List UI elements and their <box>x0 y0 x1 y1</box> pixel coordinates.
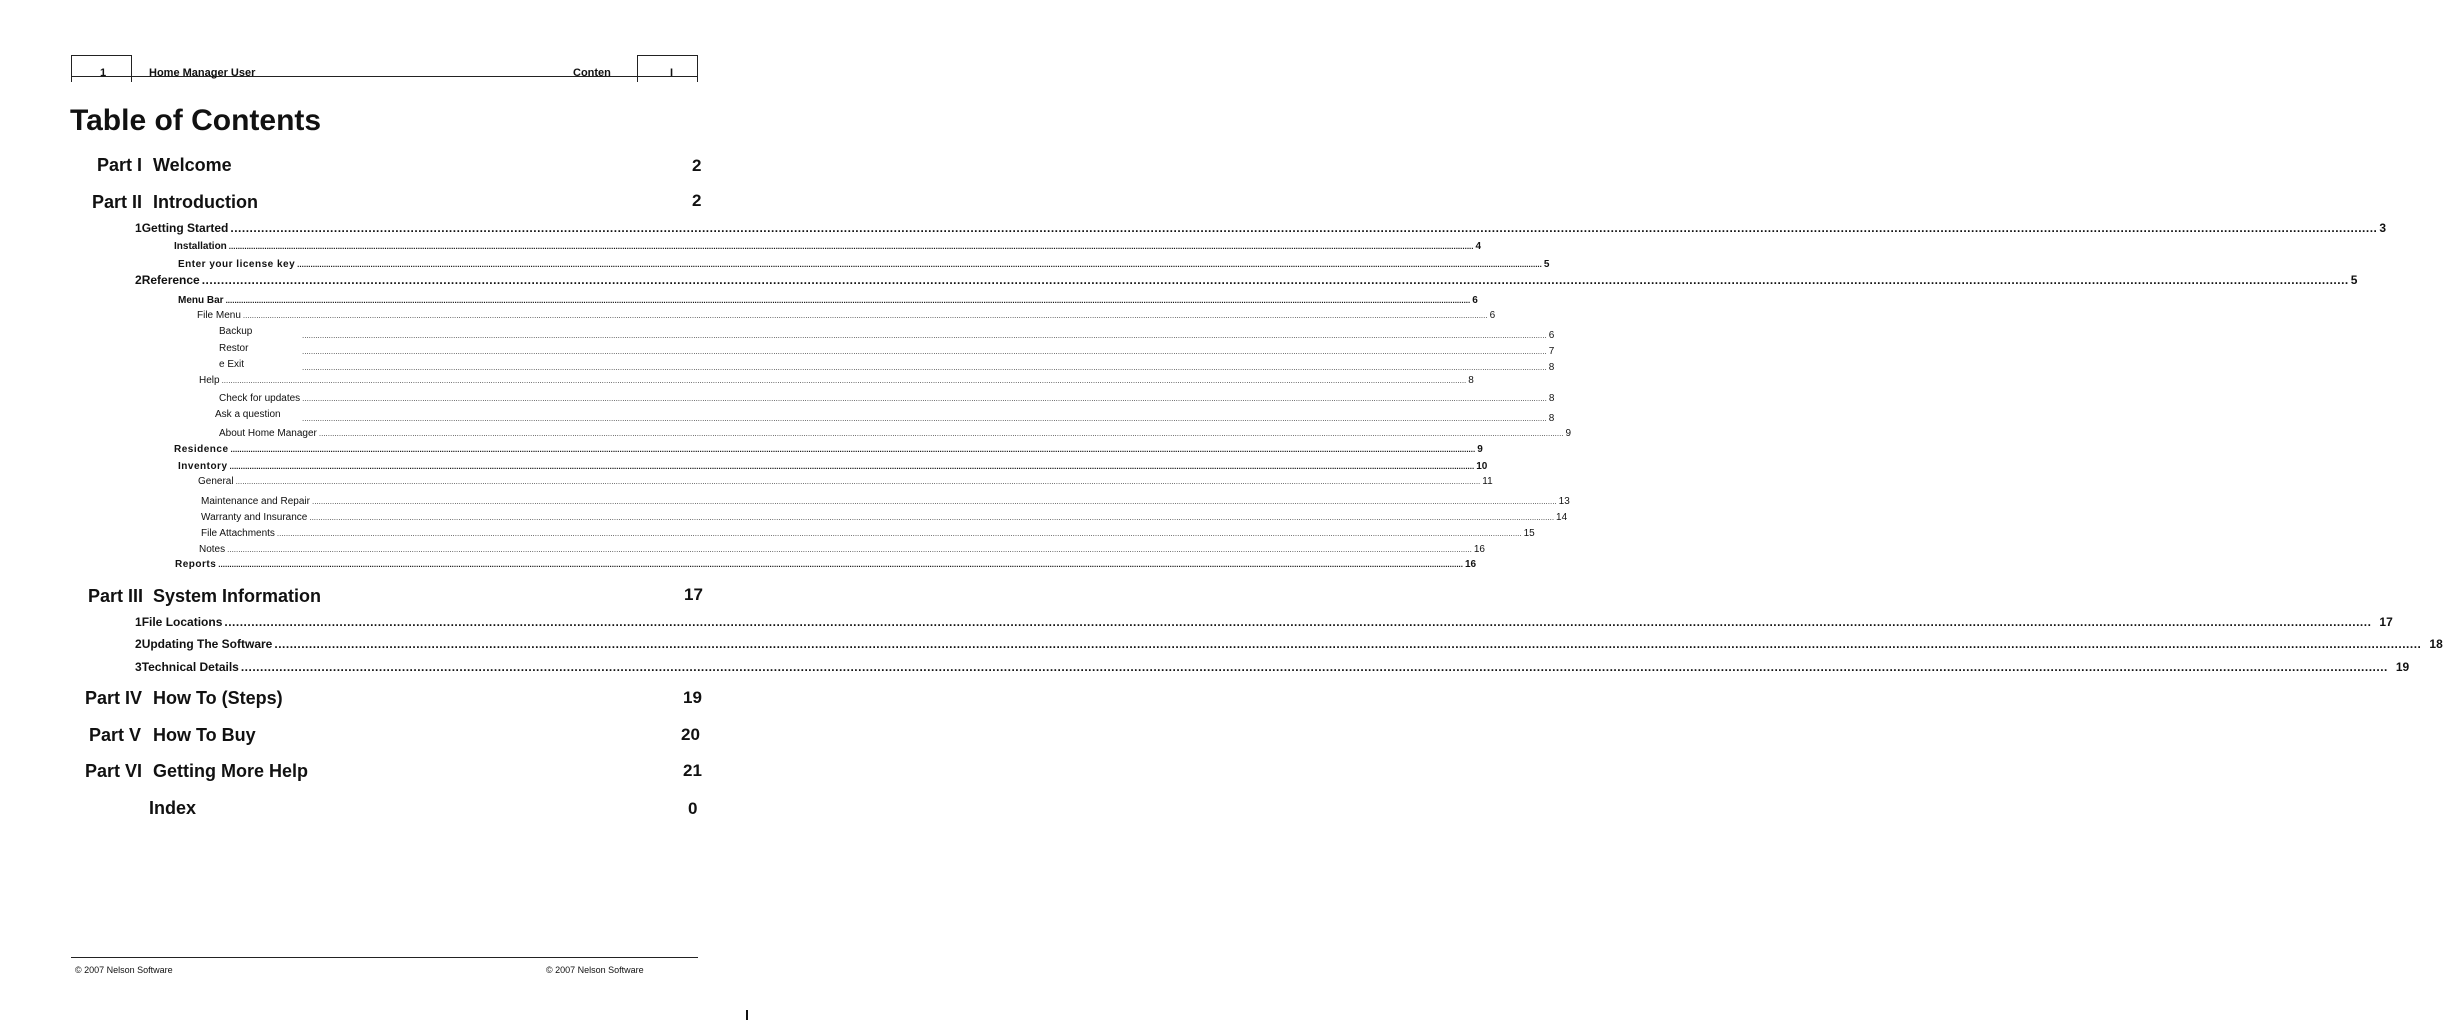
entry-number: 2 <box>135 273 142 287</box>
entry-page: 4 <box>1475 241 1482 252</box>
entry-number: 1 <box>135 615 142 629</box>
page-edge-mark <box>746 1010 748 1020</box>
part-label: Part II <box>92 192 143 212</box>
entry-title: Technical Details <box>141 660 239 674</box>
part-label: Part VI <box>85 761 143 781</box>
toc-entry <box>300 330 1555 341</box>
dot-leader <box>230 221 2377 235</box>
dot-leader <box>302 347 1547 356</box>
part-page: 19 <box>683 688 702 707</box>
entry-title: Ask a question <box>215 409 281 420</box>
entry-title: Maintenance and Repair <box>201 496 310 507</box>
dot-leader <box>297 260 1542 269</box>
entry-page: 13 <box>1558 496 1570 507</box>
index-page: 0 <box>688 799 698 818</box>
entry-page: 8 <box>1548 393 1555 404</box>
entry-title: Residence <box>174 444 229 455</box>
entry-page: 9 <box>1477 444 1483 455</box>
entry-title: Menu Bar <box>178 295 224 306</box>
entry-title: Help <box>199 375 220 386</box>
part-title: Introduction <box>153 192 258 212</box>
toc-entry <box>300 362 1555 373</box>
dot-leader <box>302 331 1547 340</box>
entry-page: 6 <box>1548 330 1555 341</box>
dot-leader <box>309 513 1554 522</box>
entry-page: 18 <box>2429 637 2443 651</box>
dot-leader <box>302 363 1547 372</box>
header-mark: I <box>670 67 674 79</box>
part-title: How To Buy <box>153 725 256 745</box>
entry-page: 8 <box>1548 413 1555 424</box>
entry-title: Check for updates <box>219 393 301 404</box>
part-title: How To (Steps) <box>153 688 283 708</box>
toc-entry <box>219 428 1572 439</box>
dot-leader <box>202 273 2349 287</box>
part-page: 17 <box>684 585 703 604</box>
toc-entry <box>201 496 1570 507</box>
part-title: Getting More Help <box>153 761 309 781</box>
header-doc-title: Home Manager User <box>149 67 256 79</box>
entry-page: 6 <box>1489 310 1496 321</box>
entry-page: 10 <box>1476 461 1488 472</box>
entry-title: Getting Started <box>141 221 229 235</box>
entry-title: About Home Manager <box>219 428 317 439</box>
footer-right: © 2007 Nelson Software <box>546 965 644 975</box>
entry-page: 8 <box>1468 375 1474 386</box>
dot-leader <box>218 560 1463 569</box>
header-section: Conten <box>573 67 611 79</box>
entry-page: 5 <box>2350 273 2358 287</box>
dot-leader <box>227 545 1472 554</box>
toc-entry <box>178 295 1478 306</box>
entry-number: 1 <box>135 221 142 235</box>
toc-entry <box>219 393 1555 404</box>
part-title: Welcome <box>153 155 232 175</box>
footer-left: © 2007 Nelson Software <box>75 965 173 975</box>
entry-title: General <box>198 476 234 487</box>
entry-title: Reports <box>175 559 217 570</box>
dot-leader <box>231 445 1476 454</box>
toc-entry <box>199 544 1485 555</box>
entry-number: 2 <box>135 637 142 651</box>
header-mark-box <box>637 55 698 82</box>
entry-title: File Attachments <box>201 528 275 539</box>
entry-page: 8 <box>1548 362 1555 373</box>
part-label: Part III <box>88 586 144 606</box>
dot-leader <box>241 660 2388 674</box>
dot-leader <box>229 242 1474 251</box>
toc-entry <box>174 444 1483 455</box>
entry-page: 9 <box>1565 428 1572 439</box>
toc-entry <box>300 346 1555 357</box>
toc-entry <box>198 476 1493 487</box>
part-page: 2 <box>692 156 702 175</box>
dot-leader <box>277 529 1522 538</box>
part-page: 21 <box>683 761 702 780</box>
entry-title: Backup <box>219 326 253 337</box>
toc-entry <box>178 259 1550 270</box>
part-page: 20 <box>681 725 700 744</box>
entry-title: File Menu <box>197 310 241 321</box>
entry-title: Warranty and Insurance <box>201 512 308 523</box>
dot-leader <box>302 414 1547 423</box>
dot-leader <box>312 497 1557 506</box>
part-title: System Information <box>153 586 322 606</box>
toc-entry <box>135 637 2443 651</box>
entry-title: Enter your license key <box>178 259 296 270</box>
entry-page: 17 <box>2379 615 2393 629</box>
dot-leader <box>302 394 1547 403</box>
entry-title: Restor <box>219 343 249 354</box>
entry-title: File Locations <box>141 615 223 629</box>
toc-entry <box>135 660 2410 674</box>
index-title: Index <box>149 798 197 818</box>
footer-rule <box>71 957 698 958</box>
toc-entry <box>197 310 1496 321</box>
entry-page: 19 <box>2395 660 2410 674</box>
entry-title: Reference <box>141 273 200 287</box>
entry-page: 15 <box>1523 528 1535 539</box>
toc-entry <box>201 512 1568 523</box>
entry-page: 5 <box>1543 259 1550 270</box>
dot-leader <box>274 637 2421 651</box>
dot-leader <box>319 429 1564 438</box>
dot-leader <box>243 311 1488 320</box>
dot-leader <box>222 376 1467 385</box>
toc-entry <box>135 273 2358 287</box>
header-page-number: 1 <box>100 67 107 79</box>
part-label: Part V <box>89 725 142 745</box>
entry-page: 7 <box>1548 346 1555 357</box>
part-page: 2 <box>692 191 702 210</box>
toc-entry <box>201 528 1535 539</box>
part-label: Part IV <box>85 688 143 708</box>
toc-entry <box>178 461 1488 472</box>
toc-entry <box>135 221 2387 235</box>
entry-page: 3 <box>2379 221 2387 235</box>
toc-entry <box>199 375 1474 386</box>
toc-entry <box>135 615 2393 629</box>
entry-page: 16 <box>1473 544 1485 555</box>
entry-page: 6 <box>1472 295 1478 306</box>
toc-entry <box>174 241 1482 252</box>
entry-page: 11 <box>1482 476 1493 487</box>
dot-leader <box>224 615 2371 629</box>
part-label: Part I <box>97 155 143 175</box>
entry-page: 14 <box>1556 512 1568 523</box>
entry-number: 3 <box>135 660 142 674</box>
toc-entry <box>300 413 1555 424</box>
entry-page: 16 <box>1464 559 1477 570</box>
dot-leader <box>230 462 1475 471</box>
entry-title: Installation <box>174 241 227 252</box>
entry-title: Notes <box>199 544 226 555</box>
page-title: Table of Contents <box>70 104 322 137</box>
dot-leader <box>226 296 1471 305</box>
entry-title: Updating The Software <box>141 637 273 651</box>
entry-title: Inventory <box>178 461 228 472</box>
entry-title: e Exit <box>219 359 245 370</box>
dot-leader <box>236 477 1481 486</box>
toc-entry <box>175 559 1477 570</box>
